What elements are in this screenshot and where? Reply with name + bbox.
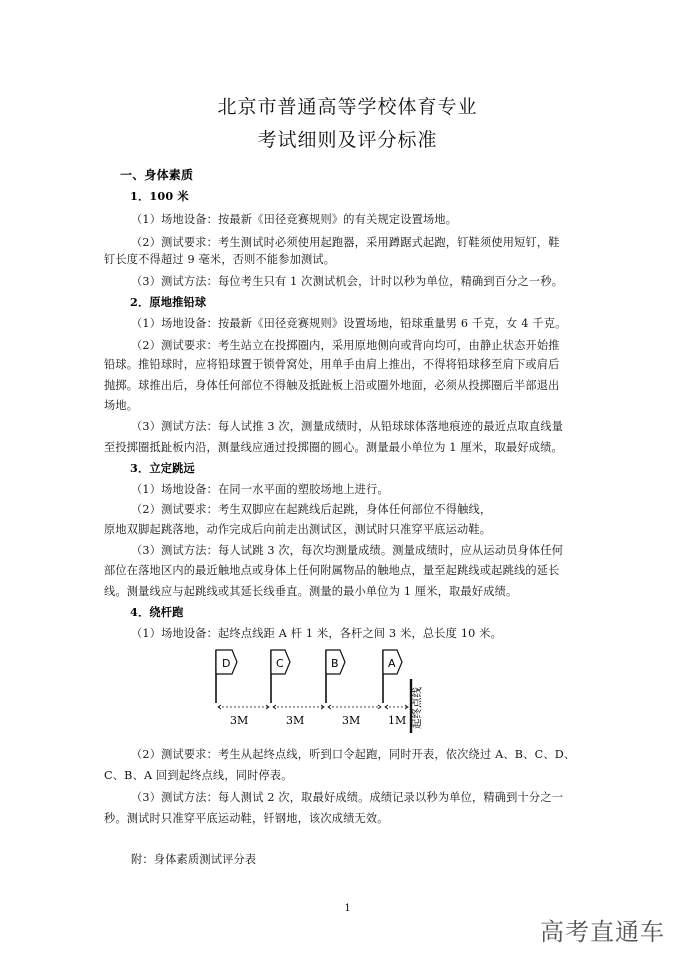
- item2-paragraph: 至投掷圈抵趾板内沿，测量线应通过投掷圈的圆心。测量最小单位为 1 厘米，取最好成绩。: [104, 441, 563, 454]
- item3-paragraph: （3）测试方法：每人试跳 3 次，每次均测量成绩。测量成绩时，应从运动员身体任何: [131, 544, 564, 557]
- item4-paragraph: C、B、A 回到起终点线，同时停表。: [104, 769, 293, 782]
- item3-paragraph: 线。测量线应与起跳线或其延长线垂直。测量的最小单位为 1 厘米，取最好成绩。: [104, 585, 518, 598]
- item1-paragraph: 钉长度不得超过 9 毫米，否则不能参加测试。: [104, 253, 336, 266]
- document-title-line2: 考试细则及评分标准: [257, 129, 438, 151]
- item3-paragraph: （2）测试要求：考生双脚应在起跳线后起跳，身体任何部位不得触线，: [131, 503, 492, 516]
- section-heading-physical: 一、身体素质: [120, 168, 194, 182]
- distance-label: 1M: [388, 714, 407, 727]
- item-heading-long-jump: 3．立定跳远: [130, 461, 195, 475]
- item1-paragraph: （1）场地设备：按最新《田径竞赛规则》的有关规定设置场地。: [131, 213, 458, 226]
- distance-label: 3M: [286, 714, 305, 727]
- item-heading-pole-run: 4．绕杆跑: [130, 605, 184, 619]
- item3-paragraph: 原地双脚起跳落地，动作完成后向前走出测试区，测试时只准穿平底运动鞋。: [104, 523, 492, 536]
- start-finish-line-label: 起终点线: [411, 687, 423, 729]
- watermark: 高考直通车: [540, 918, 665, 946]
- page-number: 1: [344, 903, 351, 914]
- item2-paragraph: （1）场地设备：按最新《田径竞赛规则》设置场地，铅球重量男 6 千克，女 4 千克。: [131, 317, 567, 330]
- flag-label: B: [331, 657, 339, 670]
- document-title-line1: 北京市普通高等学校体育专业: [217, 96, 478, 118]
- item2-paragraph: 抛掷。球推出后，身体任何部位不得触及抵趾板上沿或圈外地面，必须从投掷圈后半部退出: [104, 379, 560, 392]
- item2-paragraph: （3）测试方法：每人试推 3 次，测量成绩时，从铅球球体落地痕迹的最近点取直线量: [131, 420, 564, 433]
- flag-label: A: [388, 657, 396, 670]
- distance-arrows: [218, 705, 408, 709]
- item4-paragraph: （3）测试方法：每人测试 2 次，取最好成绩。成绩记录以秒为单位，精确到十分之一: [131, 791, 564, 804]
- item1-paragraph: （2）测试要求：考生测试时必须使用起跑器，采用蹲踞式起跑，钉鞋须使用短钉，鞋: [131, 236, 560, 249]
- item2-paragraph: （2）测试要求：考生站立在投掷圈内，采用原地侧向或背向均可，由静止状态开始推: [131, 339, 560, 352]
- pole-flag-c: [271, 650, 290, 703]
- appendix-note: 附：身体素质测试评分表: [131, 853, 257, 866]
- pole-flag-b: [326, 650, 345, 703]
- item4-paragraph: 秒。测试时只准穿平底运动鞋，钎钢地，该次成绩无效。: [104, 812, 389, 825]
- item2-paragraph: 铅球。推铅球时，应将铅球置于锁骨窝处，用单手由肩上推出，不得将铅球移至肩下或肩后: [104, 358, 560, 371]
- item4-paragraph: （2）测试要求：考生从起终点线，听到口令起跑，同时开表，依次绕过 A、B、C、D、: [131, 748, 576, 761]
- item3-paragraph: 部位在落地区内的最近触地点或身体上任何附属物品的触地点，量至起跳线或起跳线的延长: [104, 564, 560, 577]
- item-heading-100m: 1．100 米: [130, 189, 189, 203]
- item4-paragraph: （1）场地设备：起终点线距 A 杆 1 米，各杆之间 3 米，总长度 10 米。: [131, 627, 502, 640]
- item1-paragraph: （3）测试方法：每位考生只有 1 次测试机会，计时以秒为单位，精确到百分之一秒。: [131, 275, 564, 288]
- pole-run-diagram: [200, 645, 440, 735]
- distance-label: 3M: [342, 714, 361, 727]
- item3-paragraph: （1）场地设备：在同一水平面的塑胶场地上进行。: [131, 483, 389, 496]
- item-heading-shot-put: 2．原地推铅球: [130, 295, 207, 309]
- item2-paragraph: 场地。: [104, 399, 139, 412]
- pole-flag-a: [383, 650, 402, 703]
- pole-flag-d: [216, 650, 237, 703]
- flag-label: C: [276, 657, 284, 670]
- distance-label: 3M: [230, 714, 249, 727]
- flag-label: D: [222, 657, 231, 670]
